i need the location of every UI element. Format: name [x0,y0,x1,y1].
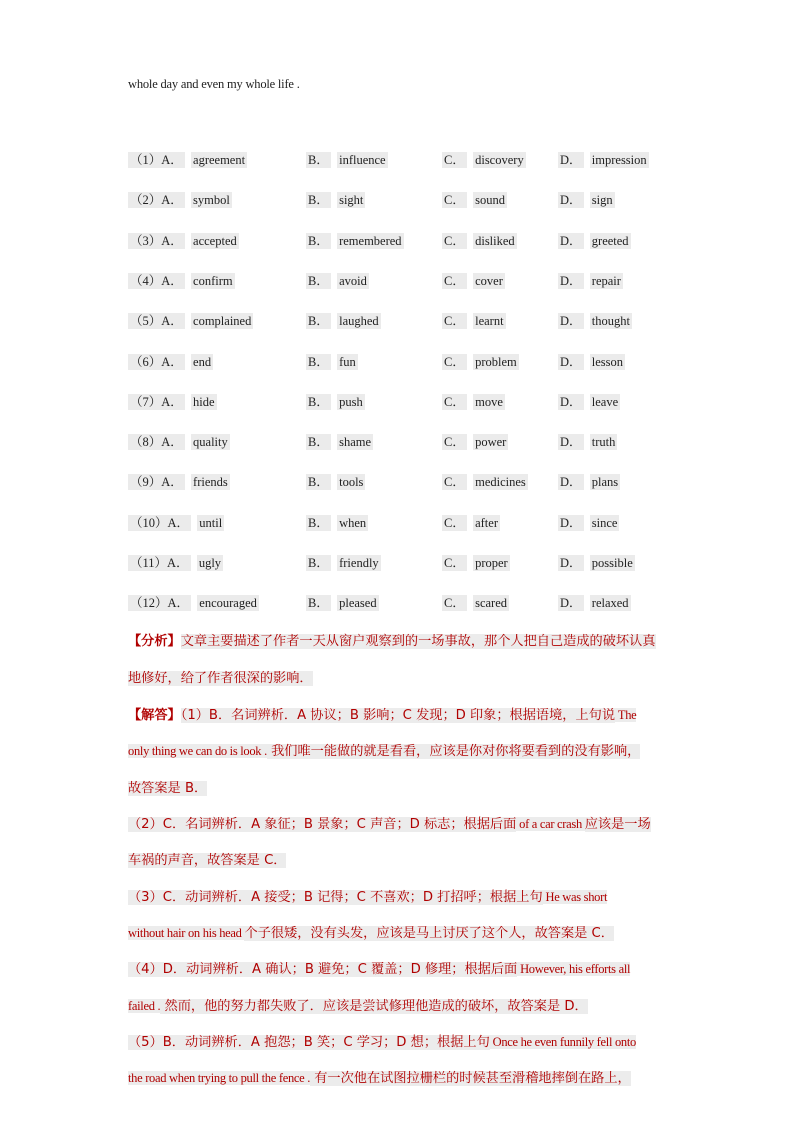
option-label: （3）A． [130,234,183,248]
option-b [306,593,379,611]
option-b [306,311,381,329]
option-a [128,432,230,450]
answer-line [128,886,688,905]
option-c [442,432,508,450]
option-a [128,392,217,410]
option-label: B． [308,435,329,449]
answer-text-en: However, his efforts all [517,962,631,976]
option-label: D． [560,596,582,610]
option-word: end [193,355,212,369]
option-row [128,231,688,249]
option-word: move [475,395,503,409]
option-word: problem [475,355,517,369]
analysis-line [128,667,688,686]
option-word: sight [339,193,364,207]
option-word: truth [591,435,616,449]
option-label: B． [308,355,329,369]
answer-text: （2）C．名词辨析．A 象征；B 景象；C 声音；D 标志；根据后面 [128,817,517,832]
option-label: （4）A． [130,274,183,288]
option-word: push [339,395,363,409]
option-word: since [591,516,618,530]
option-label: （2）A． [130,193,183,207]
answer-text: 故答案是 B． [128,781,208,796]
option-c [442,311,506,329]
option-word: learnt [475,314,504,328]
option-label: （7）A． [130,395,183,409]
option-a [128,513,224,531]
option-row [128,271,688,289]
option-label: C． [444,556,465,570]
option-label: C． [444,234,465,248]
answer-text-en: only thing we can do is look . [128,744,267,758]
option-b [306,432,373,450]
option-label: D． [560,556,582,570]
option-label: B． [308,314,329,328]
option-row [128,311,688,329]
option-c [442,271,505,289]
option-label: B． [308,516,329,530]
answer-line [128,740,688,759]
option-word: power [475,435,507,449]
option-a [128,150,247,168]
option-word: until [199,516,223,530]
option-word: confirm [193,274,233,288]
answer-text: （5）B．动词辨析．A 抱怨；B 笑；C 学习；D 想；根据上句 [128,1035,490,1050]
answer-text: （1）B．名词辨析．A 协议；B 影响；C 发现；D 印象；根据语境，上句说 [180,708,616,723]
answer-text-en: failed . [128,999,161,1013]
option-d [558,190,615,208]
answer-line [128,922,688,941]
option-label: D． [560,435,582,449]
option-label: B． [308,234,329,248]
answer-line [128,995,688,1014]
option-a [128,472,230,490]
answer-text: 个子很矮，没有头发，应该是马上讨厌了这个人，故答案是 C． [244,926,614,941]
option-word: tools [339,475,364,489]
option-b [306,150,388,168]
option-row [128,392,688,410]
option-c [442,231,517,249]
answer-text-en: He was short [542,890,608,904]
option-row [128,150,688,168]
option-word: remembered [339,234,402,248]
option-label: D． [560,395,582,409]
option-word: when [339,516,367,530]
option-c [442,472,528,490]
option-word: after [475,516,498,530]
answer-text: 然而，他的努力都失败了．应该是尝试修理他造成的破坏，故答案是 D． [160,999,588,1014]
option-label: C． [444,314,465,328]
option-d [558,352,625,370]
option-word: thought [591,314,630,328]
option-row [128,513,688,531]
option-word: sound [475,193,505,207]
option-label: B． [308,395,329,409]
option-label: D． [560,234,582,248]
option-a [128,553,223,571]
option-label: （8）A． [130,435,183,449]
answer-line [128,1031,688,1050]
option-row [128,593,688,611]
option-b [306,352,358,370]
option-d [558,311,632,329]
option-word: repair [591,274,621,288]
option-label: B． [308,556,329,570]
answer-line [128,704,688,723]
option-word: medicines [475,475,526,489]
option-c [442,150,526,168]
option-word: friendly [339,556,379,570]
option-d [558,392,620,410]
option-word: lesson [591,355,624,369]
option-d [558,472,620,490]
option-b [306,513,368,531]
option-label: C． [444,596,465,610]
answer-text-en: of a car crash [516,817,585,831]
option-word: fun [339,355,356,369]
option-word: pleased [339,596,377,610]
passage-text-end: whole day and even my whole life . [128,77,300,91]
option-label: C． [444,193,465,207]
option-row [128,352,688,370]
option-row [128,432,688,450]
answer-text-en: without hair on his head [128,926,245,940]
option-label: B． [308,274,329,288]
option-label: B． [308,596,329,610]
option-d [558,271,623,289]
option-label: （12）A． [130,596,190,610]
option-label: D． [560,516,582,530]
option-label: D． [560,355,582,369]
option-c [442,553,510,571]
option-label: C． [444,395,465,409]
option-c [442,190,507,208]
option-word: symbol [193,193,230,207]
option-word: proper [475,556,508,570]
option-word: greeted [591,234,629,248]
option-word: agreement [193,153,246,167]
option-word: avoid [339,274,367,288]
option-word: impression [591,153,647,167]
option-label: D． [560,314,582,328]
option-b [306,231,404,249]
option-label: （5）A． [130,314,183,328]
option-word: influence [339,153,386,167]
option-label: D． [560,274,582,288]
option-word: cover [475,274,503,288]
option-c [442,392,505,410]
option-label: C． [444,153,465,167]
answer-tag: 【解答】 [128,708,181,723]
option-label: （10）A． [130,516,190,530]
option-d [558,150,649,168]
option-word: ugly [198,556,222,570]
option-word: shame [339,435,372,449]
option-word: discovery [475,153,524,167]
option-b [306,553,381,571]
option-label: B． [308,193,329,207]
analysis-text: 文章主要描述了作者一天从窗户观察到的一场事故，那个人把自己造成的破坏认真 [180,634,656,649]
option-d [558,593,631,611]
answer-text-en: Once he even funnily fell onto [489,1035,636,1049]
option-label: C． [444,516,465,530]
option-a [128,593,259,611]
option-word: hide [193,395,215,409]
answer-line [128,777,688,796]
option-label: C． [444,274,465,288]
option-word: quality [193,435,228,449]
option-label: B． [308,153,329,167]
answer-text: （4）D．动词辨析．A 确认；B 避免；C 覆盖；D 修理；根据后面 [128,962,518,977]
option-d [558,432,617,450]
option-word: sign [591,193,613,207]
option-word: complained [193,314,252,328]
option-c [442,593,509,611]
option-a [128,271,235,289]
answer-text-en: the road when trying to pull the fence . [128,1071,311,1085]
option-word: possible [591,556,633,570]
option-a [128,311,253,329]
option-label: C． [444,475,465,489]
option-b [306,190,365,208]
option-b [306,392,365,410]
option-label: （11）A． [130,556,189,570]
option-label: （9）A． [130,475,183,489]
option-word: encouraged [199,596,257,610]
option-label: C． [444,435,465,449]
option-word: disliked [475,234,515,248]
option-row [128,190,688,208]
option-d [558,553,635,571]
option-label: D． [560,193,582,207]
option-d [558,231,631,249]
option-row [128,472,688,490]
option-label: （1）A． [130,153,183,167]
option-word: friends [193,475,228,489]
option-c [442,513,500,531]
option-c [442,352,519,370]
option-b [306,271,369,289]
option-a [128,190,232,208]
option-a [128,352,213,370]
analysis-line [128,630,688,649]
analysis-tag: 【分析】 [128,634,181,649]
answer-text: 车祸的声音，故答案是 C． [128,853,287,868]
answer-text: 应该是一场 [584,817,651,832]
option-b [306,472,365,490]
analysis-text: 地修好，给了作者很深的影响． [128,671,313,686]
answer-line [128,958,688,977]
option-word: accepted [193,234,237,248]
answer-line [128,849,688,868]
answer-text: （3）C．动词辨析．A 接受；B 记得；C 不喜欢；D 打招呼；根据上句 [128,890,543,905]
answer-text: 我们唯一能做的就是看看，应该是你对你将要看到的没有影响， [266,744,641,759]
option-label: D． [560,475,582,489]
answer-text: 有一次他在试图拉栅栏的时候甚至滑稽地摔倒在路上， [310,1071,631,1086]
option-label: B． [308,475,329,489]
option-label: （6）A． [130,355,183,369]
answer-line [128,1067,688,1086]
option-word: scared [475,596,508,610]
option-a [128,231,239,249]
answer-line [128,813,688,832]
option-word: plans [591,475,619,489]
option-word: relaxed [591,596,629,610]
answer-text-en: The [615,708,637,722]
option-row [128,553,688,571]
option-d [558,513,619,531]
option-word: laughed [339,314,379,328]
option-label: D． [560,153,582,167]
option-label: C． [444,355,465,369]
option-word: leave [591,395,619,409]
